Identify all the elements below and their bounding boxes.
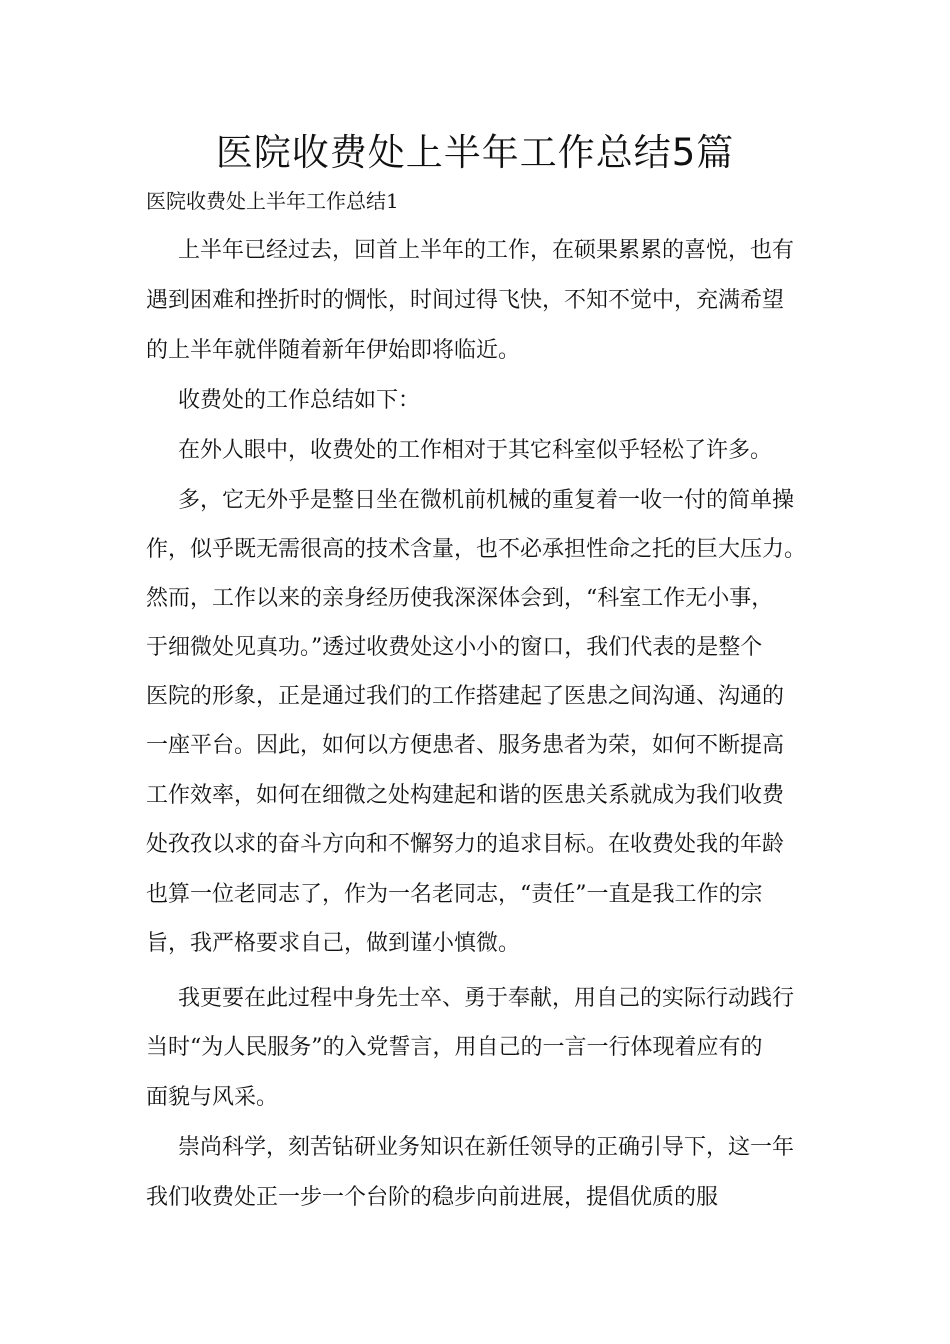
- text-line: 我更要在此过程中身先士卒、勇于奉献，用自己的实际行动践行: [178, 986, 795, 1011]
- text-line: 多，它无外乎是整日坐在微机前机械的重复着一收一付的简单操: [178, 488, 795, 513]
- text-line: 旨，我严格要求自己，做到谨小慎微。: [146, 931, 521, 956]
- text-line: 处孜孜以求的奋斗方向和不懈努力的追求目标。在收费处我的年龄: [146, 832, 785, 857]
- text-line: 崇尚科学，刻苦钻研业务知识在新任领导的正确引导下，这一年: [178, 1135, 795, 1160]
- text-line: 然而，工作以来的亲身经历使我深深体会到，“科室工作无小事，: [146, 586, 774, 611]
- text-line: 医院的形象，正是通过我们的工作搭建起了医患之间沟通、沟通的: [146, 684, 785, 709]
- document-title: 医院收费处上半年工作总结5篇: [215, 131, 735, 174]
- text-line: 收费处的工作总结如下：: [178, 388, 421, 413]
- text-line: 一座平台。因此，如何以方便患者、服务患者为荣，如何不断提高: [146, 733, 785, 758]
- text-line: 作，似乎既无需很高的技术含量，也不必承担性命之托的巨大压力。: [146, 537, 807, 562]
- text-line: 面貌与风采。: [146, 1085, 279, 1110]
- text-line: 上半年已经过去，回首上半年的工作，在硕果累累的喜悦，也有: [178, 238, 795, 263]
- text-line: 于细微处见真功。”透过收费处这小小的窗口，我们代表的是整个: [146, 635, 763, 660]
- text-line: 在外人眼中，收费处的工作相对于其它科室似乎轻松了许多。: [178, 438, 773, 463]
- text-line: 遇到困难和挫折时的惆怅，时间过得飞快，不知不觉中，充满希望: [146, 288, 785, 313]
- text-line: 也算一位老同志了，作为一名老同志，“责任”一直是我工作的宗: [146, 882, 763, 907]
- text-line: 工作效率，如何在细微之处构建起和谐的医患关系就成为我们收费: [146, 783, 785, 808]
- section-subheading: 医院收费处上半年工作总结1: [146, 189, 399, 213]
- text-line: 我们收费处正一步一个台阶的稳步向前进展，提倡优质的服: [146, 1185, 719, 1210]
- text-line: 的上半年就伴随着新年伊始即将临近。: [146, 338, 521, 363]
- text-line: 当时“为人民服务”的入党誓言，用自己的一言一行体现着应有的: [146, 1035, 763, 1060]
